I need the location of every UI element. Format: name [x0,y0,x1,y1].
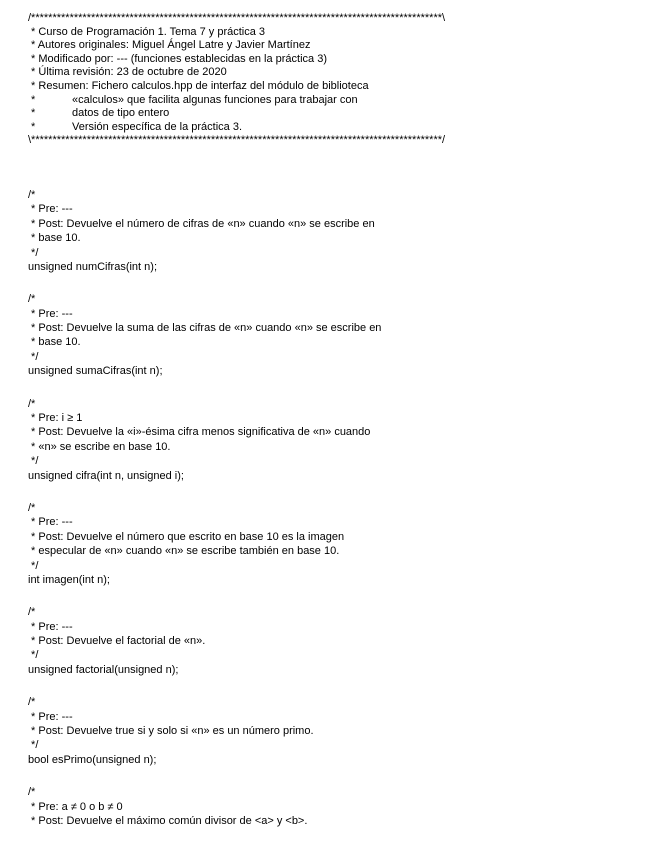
comment-line-pre: * Pre: --- [28,516,73,529]
function-block-cifra [28,397,635,483]
header-comment-line-authors: * Autores originales: Miguel Ángel Latre y Javier Martínez [28,39,311,52]
comment-line-pre: * Pre: a ≠ 0 o b ≠ 0 [28,800,123,813]
function-block-esprimo [28,695,635,767]
comment-line-post: * Post: Devuelve la suma de las cifras de «n» cuando «n» se escribe en [28,322,382,335]
comment-line-post: * Post: Devuelve el factorial de «n». [28,635,206,648]
comment-line-pre: * Pre: --- [28,307,73,320]
comment-line-pre: * Pre: --- [28,710,73,723]
comment-line-end: */ [28,559,39,572]
comment-line-end: */ [28,455,39,468]
comment-line-pre: * Pre: --- [28,203,73,216]
function-signature-imagen: int imagen(int n); [28,573,110,586]
comment-line: /* [28,293,36,306]
header-comment-border-top: /************************************************************************************************\ [28,12,446,24]
function-block-imagen [28,501,635,587]
comment-line: /* [28,188,36,201]
file-header-comment [28,12,635,148]
function-block-sumacifras [28,292,635,378]
function-block-mcd-partial [28,785,635,828]
comment-line: /* [28,397,36,410]
function-block-factorial [28,605,635,677]
comment-line-post: * Post: Devuelve el número de cifras de «n» cuando «n» se escribe en [28,217,375,230]
function-signature-factorial: unsigned factorial(unsigned n); [28,663,179,676]
comment-line-post: * Post: Devuelve la «i»-ésima cifra menos significativa de «n» cuando [28,426,371,439]
comment-line-post-2: * base 10. [28,336,81,349]
function-block-numcifras [28,188,635,274]
header-comment-line-modified: * Modificado por: --- (funciones establecidas en la práctica 3) [28,52,327,65]
comment-line-post-2: * «n» se escribe en base 10. [28,440,171,453]
comment-line-end: */ [28,350,39,363]
comment-line-end: */ [28,739,39,752]
comment-line-end: */ [28,649,39,662]
comment-line-post: * Post: Devuelve el máximo común divisor de <a> y <b>. [28,815,308,827]
function-signature-numcifras: unsigned numCifras(int n); [28,260,158,273]
comment-line-post: * Post: Devuelve true si y solo si «n» es un número primo. [28,725,314,738]
comment-line: /* [28,696,36,709]
header-comment-line-summary-2: * «calculos» que facilita algunas funciones para trabajar con [28,93,358,106]
function-signature-cifra: unsigned cifra(int n, unsigned i); [28,469,184,482]
comment-line-post: * Post: Devuelve el número que escrito en base 10 es la imagen [28,530,345,543]
header-comment-line-revision: * Última revisión: 23 de octubre de 2020 [28,66,227,79]
comment-line: /* [28,786,36,799]
function-signature-sumacifras: unsigned sumaCifras(int n); [28,365,163,378]
comment-line-pre: * Pre: --- [28,620,73,633]
header-comment-border-bottom: \************************************************************************************************/ [28,134,446,147]
function-signature-esprimo: bool esPrimo(unsigned n); [28,753,157,766]
header-comment-line-course: * Curso de Programación 1. Tema 7 y práctica 3 [28,25,266,38]
comment-line: /* [28,606,36,619]
header-comment-line-summary-4: * Versión específica de la práctica 3. [28,120,242,133]
comment-line: /* [28,501,36,514]
comment-line-pre: * Pre: i ≥ 1 [28,412,83,425]
comment-line-post-2: * especular de «n» cuando «n» se escribe también en base 10. [28,545,340,558]
comment-line-post-2: * base 10. [28,232,81,245]
comment-line-end: */ [28,246,39,259]
header-comment-line-summary-3: * datos de tipo entero [28,107,170,120]
header-comment-line-summary: * Resumen: Fichero calculos.hpp de interfaz del módulo de biblioteca [28,79,369,92]
